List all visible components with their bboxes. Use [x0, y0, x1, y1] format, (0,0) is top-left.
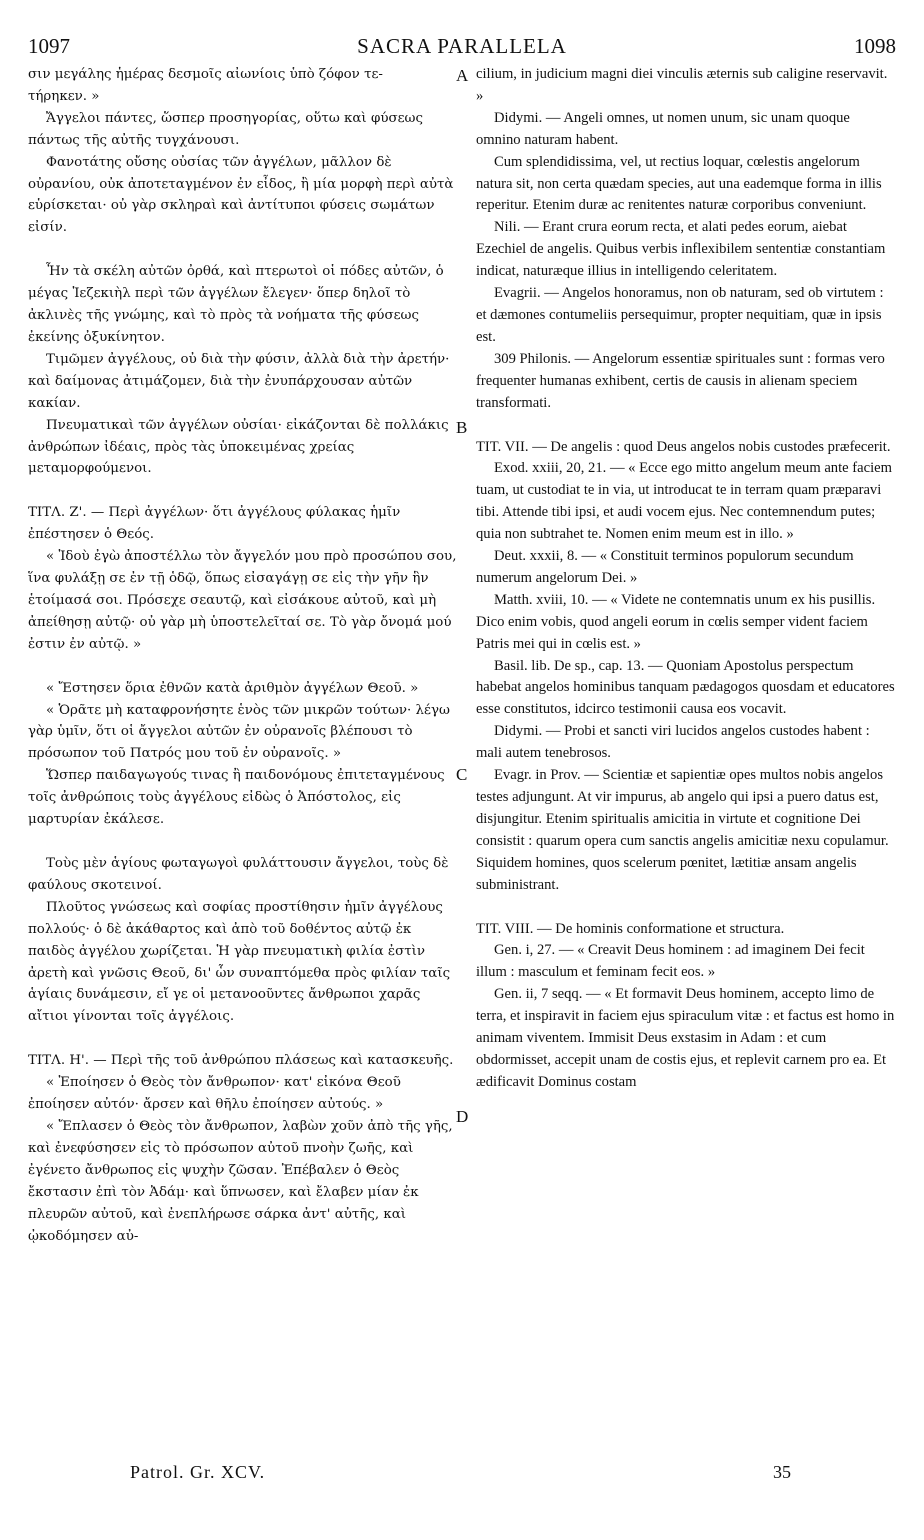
- latin-title-7: TIT. VII. — De angelis : quod Deus angelos nobis custodes præfecerit.: [476, 438, 891, 455]
- greek-para-2: τήρηκεν. »: [28, 88, 100, 104]
- margin-letter-a: A: [456, 66, 469, 85]
- footer-volume: Patrol. Gr. XCV.: [130, 1462, 266, 1482]
- latin-para-9: Matth. xviii, 10. — « Videte ne contemnatis unum ex his pusillis. Dico enim vobis, quod angeli eorum in cœlis semper vident faciem Patris mei qui in cœlis est. »: [476, 591, 876, 652]
- latin-para-7: Exod. xxiii, 20, 21. — « Ecce ego mitto angelum meum ante faciem tuam, ut custodiat te in via, ut introducat te in terram quam præparavi tibi. Attende tibi ipsi, et audi vocem ejus. Nec contemnendum putes; quia non subtrahet te. Nomen enim meum est in illo. »: [476, 460, 892, 543]
- left-page-number: 1097: [28, 34, 70, 58]
- latin-para-5: Evagrii. — Angelos honoramus, non ob naturam, sed ob virtutem : et dæmones contumeliis persequimur, propter nequitiam, quæ in ipsis est.: [476, 285, 884, 345]
- greek-para-1: σιν μεγάλης ἡμέρας δεσμοῖς αἰωνίοις ὑπὸ ζόφον τε-: [28, 67, 383, 82]
- greek-para-3: Ἄγγελοι πάντες, ὥσπερ προσηγορίας, οὕτω καὶ φύσεως πάντως τῆς αὐτῆς τυγχάνουσι.: [28, 110, 423, 148]
- latin-para-14: Gen. ii, 7 seqq. — « Et formavit Deus hominem, accepto limo de terra, et inspiravit in faciem ejus spiraculum vitæ : et factus est homo in animam viventem. Immisit Deus exstasim in Adam : et cum obdormisset, accepit unam de costis ejus, et replevit carnem pro ea. Et ædificavit Dominus costam: [476, 986, 895, 1090]
- latin-para-11: Didymi. — Probi et sancti viri lucidos angelos custodes habent : mali autem tenebrosos.: [476, 723, 870, 762]
- greek-para-12: Τοὺς μὲν ἁγίους φωταγωγοὶ φυλάττουσιν ἄγγελοι, τοὺς δὲ φαύλους σκοτεινοί.: [28, 856, 449, 893]
- greek-column: [28, 64, 461, 1247]
- latin-para-3: Cum splendidissima, vel, ut rectius loquar, cœlestis angelorum natura sit, non certa quædam species, aut una eademque forma in illis reperitur. Etenim duræ ac renitentes naturæ corporibus conveniunt.: [476, 153, 882, 214]
- greek-para-15: « Ἔπλασεν ὁ Θεὸς τὸν ἄνθρωπον, λαβὼν χοῦν ἀπὸ τῆς γῆς, καὶ ἐνεφύσησεν εἰς τὸ πρόσωπον αὐτοῦ πνοὴν ζωῆς, καὶ ἐγένετο ἄνθρωπος εἰς ψυχὴν ζῶσαν. Ἐπέβαλεν ὁ Θεὸς ἔκστασιν ἐπὶ τὸν Ἀδάμ· καὶ ὕπνωσεν, καὶ ἔλαβεν μίαν ἐκ πλευρῶν αὐτοῦ, καὶ ἐνεπλήρωσε σάρκα ἀντ' αὐτῆς, καὶ ᾠκοδόμησεν αὐ-: [28, 1118, 453, 1244]
- latin-para-13: Gen. i, 27. — « Creavit Deus hominem : ad imaginem Dei fecit illum : masculum et feminam fecit eos. »: [476, 942, 865, 981]
- footer-signature: 35: [773, 1462, 791, 1482]
- latin-title-8: TIT. VIII. — De hominis conformatione et structura.: [476, 920, 785, 937]
- greek-para-10: « Ὁρᾶτε μὴ καταφρονήσητε ἑνὸς τῶν μικρῶν τούτων· λέγω γὰρ ὑμῖν, ὅτι οἱ ἄγγελοι αὐτῶν ἐν οὐρανοῖς βλέπουσι τὸ πρόσωπον τοῦ Πατρός μου τοῦ ἐν οὐρανοῖς. »: [28, 702, 450, 762]
- greek-para-5: Ἦν τὰ σκέλη αὐτῶν ὀρθά, καὶ πτερωτοὶ οἱ πόδες αὐτῶν, ὁ μέγας Ἰεζεκιὴλ περὶ τῶν ἀγγέλων ἔλεγεν· ὅπερ δηλοῖ τὸ ἀκλινὲς τῆς γνώμης, καὶ τὸ πρὸς τὰ νοήματα τῆς φύσεως ἐκείνης ὀξυκίνητον.: [28, 264, 444, 345]
- margin-letter-b: B: [456, 418, 468, 437]
- latin-para-10: Basil. lib. De sp., cap. 13. — Quoniam Apostolus perspectum habebat angelos hominibus tanquam pædagogos quosdam et educatores esse constitutos, idcirco testimonii causa eos vocavit.: [476, 657, 895, 718]
- greek-title-8: ΤΙΤΛ. Η'. — Περὶ τῆς τοῦ ἀνθρώπου πλάσεως καὶ κατασκευῆς.: [28, 1053, 454, 1069]
- greek-para-4: Φανοτάτης οὔσης οὐσίας τῶν ἀγγέλων, μᾶλλον δὲ οὐρανίου, οὐκ ἀποτεταγμένον ἐν εἶδος, ἢ μία μορφὴ περὶ αὐτὰ εὑρίσκεται· οὐ γὰρ σκληραὶ καὶ ἀντίτυποι φύσεις σωμάτων εἰσίν.: [28, 154, 454, 236]
- latin-para-12: Evagr. in Prov. — Scientiæ et sapientiæ opes multos nobis angelos testes adjungunt. At vir impurus, ab angelo qui ipsi a puero datus est, disjungitur. Etenim spiritualis amicitia in virtute et cognitione Dei consistit : quarum opera cum sanctis angelis amicitiæ nexu copulamur. Siquidem homines, quos scelerum pœnitet, lætitiæ ansam angelis subministrant.: [476, 767, 889, 893]
- latin-para-4: Nili. — Erant crura eorum recta, et alati pedes eorum, aiebat Ezechiel de angelis. Quibus verbis inflexibilem sententiæ constantiam indicat, naturæque illius in intelligendo celeritatem.: [476, 219, 886, 280]
- greek-para-14: « Ἐποίησεν ὁ Θεὸς τὸν ἄνθρωπον· κατ' εἰκόνα Θεοῦ ἐποίησεν αὐτόν· ἄρσεν καὶ θῆλυ ἐποίησεν αὐτούς. »: [28, 1075, 401, 1113]
- running-title: SACRA PARALLELA: [357, 34, 567, 58]
- latin-para-1: cilium, in judicium magni diei vinculis æternis sub caligine reservavit. »: [476, 66, 888, 104]
- latin-para-2: Didymi. — Angeli omnes, ut nomen unum, sic unam quoque omnino naturam habent.: [476, 109, 850, 148]
- greek-para-7: Πνευματικαὶ τῶν ἀγγέλων οὐσίαι· εἰκάζονται δὲ πολλάκις ἀνθρώπων ἰδέαις, πρὸς τὰς ὑποκειμένας χρείας μεταμορφούμενοι.: [28, 417, 449, 477]
- latin-column: [476, 64, 896, 1094]
- latin-para-6: 309 Philonis. — Angelorum essentiæ spirituales sunt : formas vero frequenter humanas exhibent, certis de causis in alienam speciem transformati.: [476, 350, 885, 411]
- right-page-number: 1098: [854, 34, 896, 58]
- page-header: [28, 34, 896, 64]
- margin-letter-d: D: [456, 1107, 469, 1126]
- margin-letter-c: C: [456, 765, 468, 784]
- greek-para-9: « Ἔστησεν ὅρια ἐθνῶν κατὰ ἀριθμὸν ἀγγέλων Θεοῦ. »: [46, 680, 419, 696]
- greek-title-7: ΤΙΤΛ. Ζ'. — Περὶ ἀγγέλων· ὅτι ἀγγέλους φύλακας ἡμῖν ἐπέστησεν ὁ Θεός.: [28, 505, 401, 543]
- greek-para-13: Πλοῦτος γνώσεως καὶ σοφίας προστίθησιν ἡμῖν ἀγγέλους πολλούς· ὁ δὲ ἀκάθαρτος καὶ ἀπὸ τοῦ δοθέντος αὐτῷ ἐκ παιδὸς ἀγγέλου χωρίζεται. Ἡ γὰρ πνευματικὴ φιλία ἐστὶν ἀρετὴ καὶ γνῶσις Θεοῦ, δι' ὧν συναπτόμεθα πρὸς φιλίαν ταῖς ἁγίαις δυνάμεσιν, εἴ γε οἱ μετανοοῦντες ἄνθρωποι χαρᾶς αἴτιοι γίνονται τοῖς ἀγγέλοις.: [28, 899, 451, 1025]
- latin-para-8: Deut. xxxii, 8. — « Constituit terminos populorum secundum numerum angelorum Dei. »: [476, 548, 854, 586]
- greek-para-11: Ὥσπερ παιδαγωγούς τινας ἢ παιδονόμους ἐπιτεταγμένους τοῖς ἀνθρώποις τοὺς ἀγγέλους εἰδὼς ὁ Ἀπόστολος, εἰς μαρτυρίαν ἐκάλεσε.: [28, 768, 445, 828]
- greek-para-6: Τιμῶμεν ἀγγέλους, οὐ διὰ τὴν φύσιν, ἀλλὰ διὰ τὴν ἀρετήν· καὶ δαίμονας ἀτιμάζομεν, διὰ τὴν ἐνυπάρχουσαν αὐτῶν κακίαν.: [28, 351, 450, 411]
- greek-para-8: « Ἰδοὺ ἐγὼ ἀποστέλλω τὸν ἄγγελόν μου πρὸ προσώπου σου, ἵνα φυλάξῃ σε ἐν τῇ ὁδῷ, ὅπως εἰσαγάγῃ σε εἰς τὴν γῆν ἣν ἑτοίμασά σοι. Πρόσεχε σεαυτῷ, καὶ εἰσάκουε αὐτοῦ, καὶ μὴ ἀπείθησῃ αὐτῷ· οὐ γὰρ μὴ ὑποστελεῖταί σε. Τὸ γὰρ ὄνομά μού ἐστιν ἐν αὐτῷ. »: [28, 549, 457, 652]
